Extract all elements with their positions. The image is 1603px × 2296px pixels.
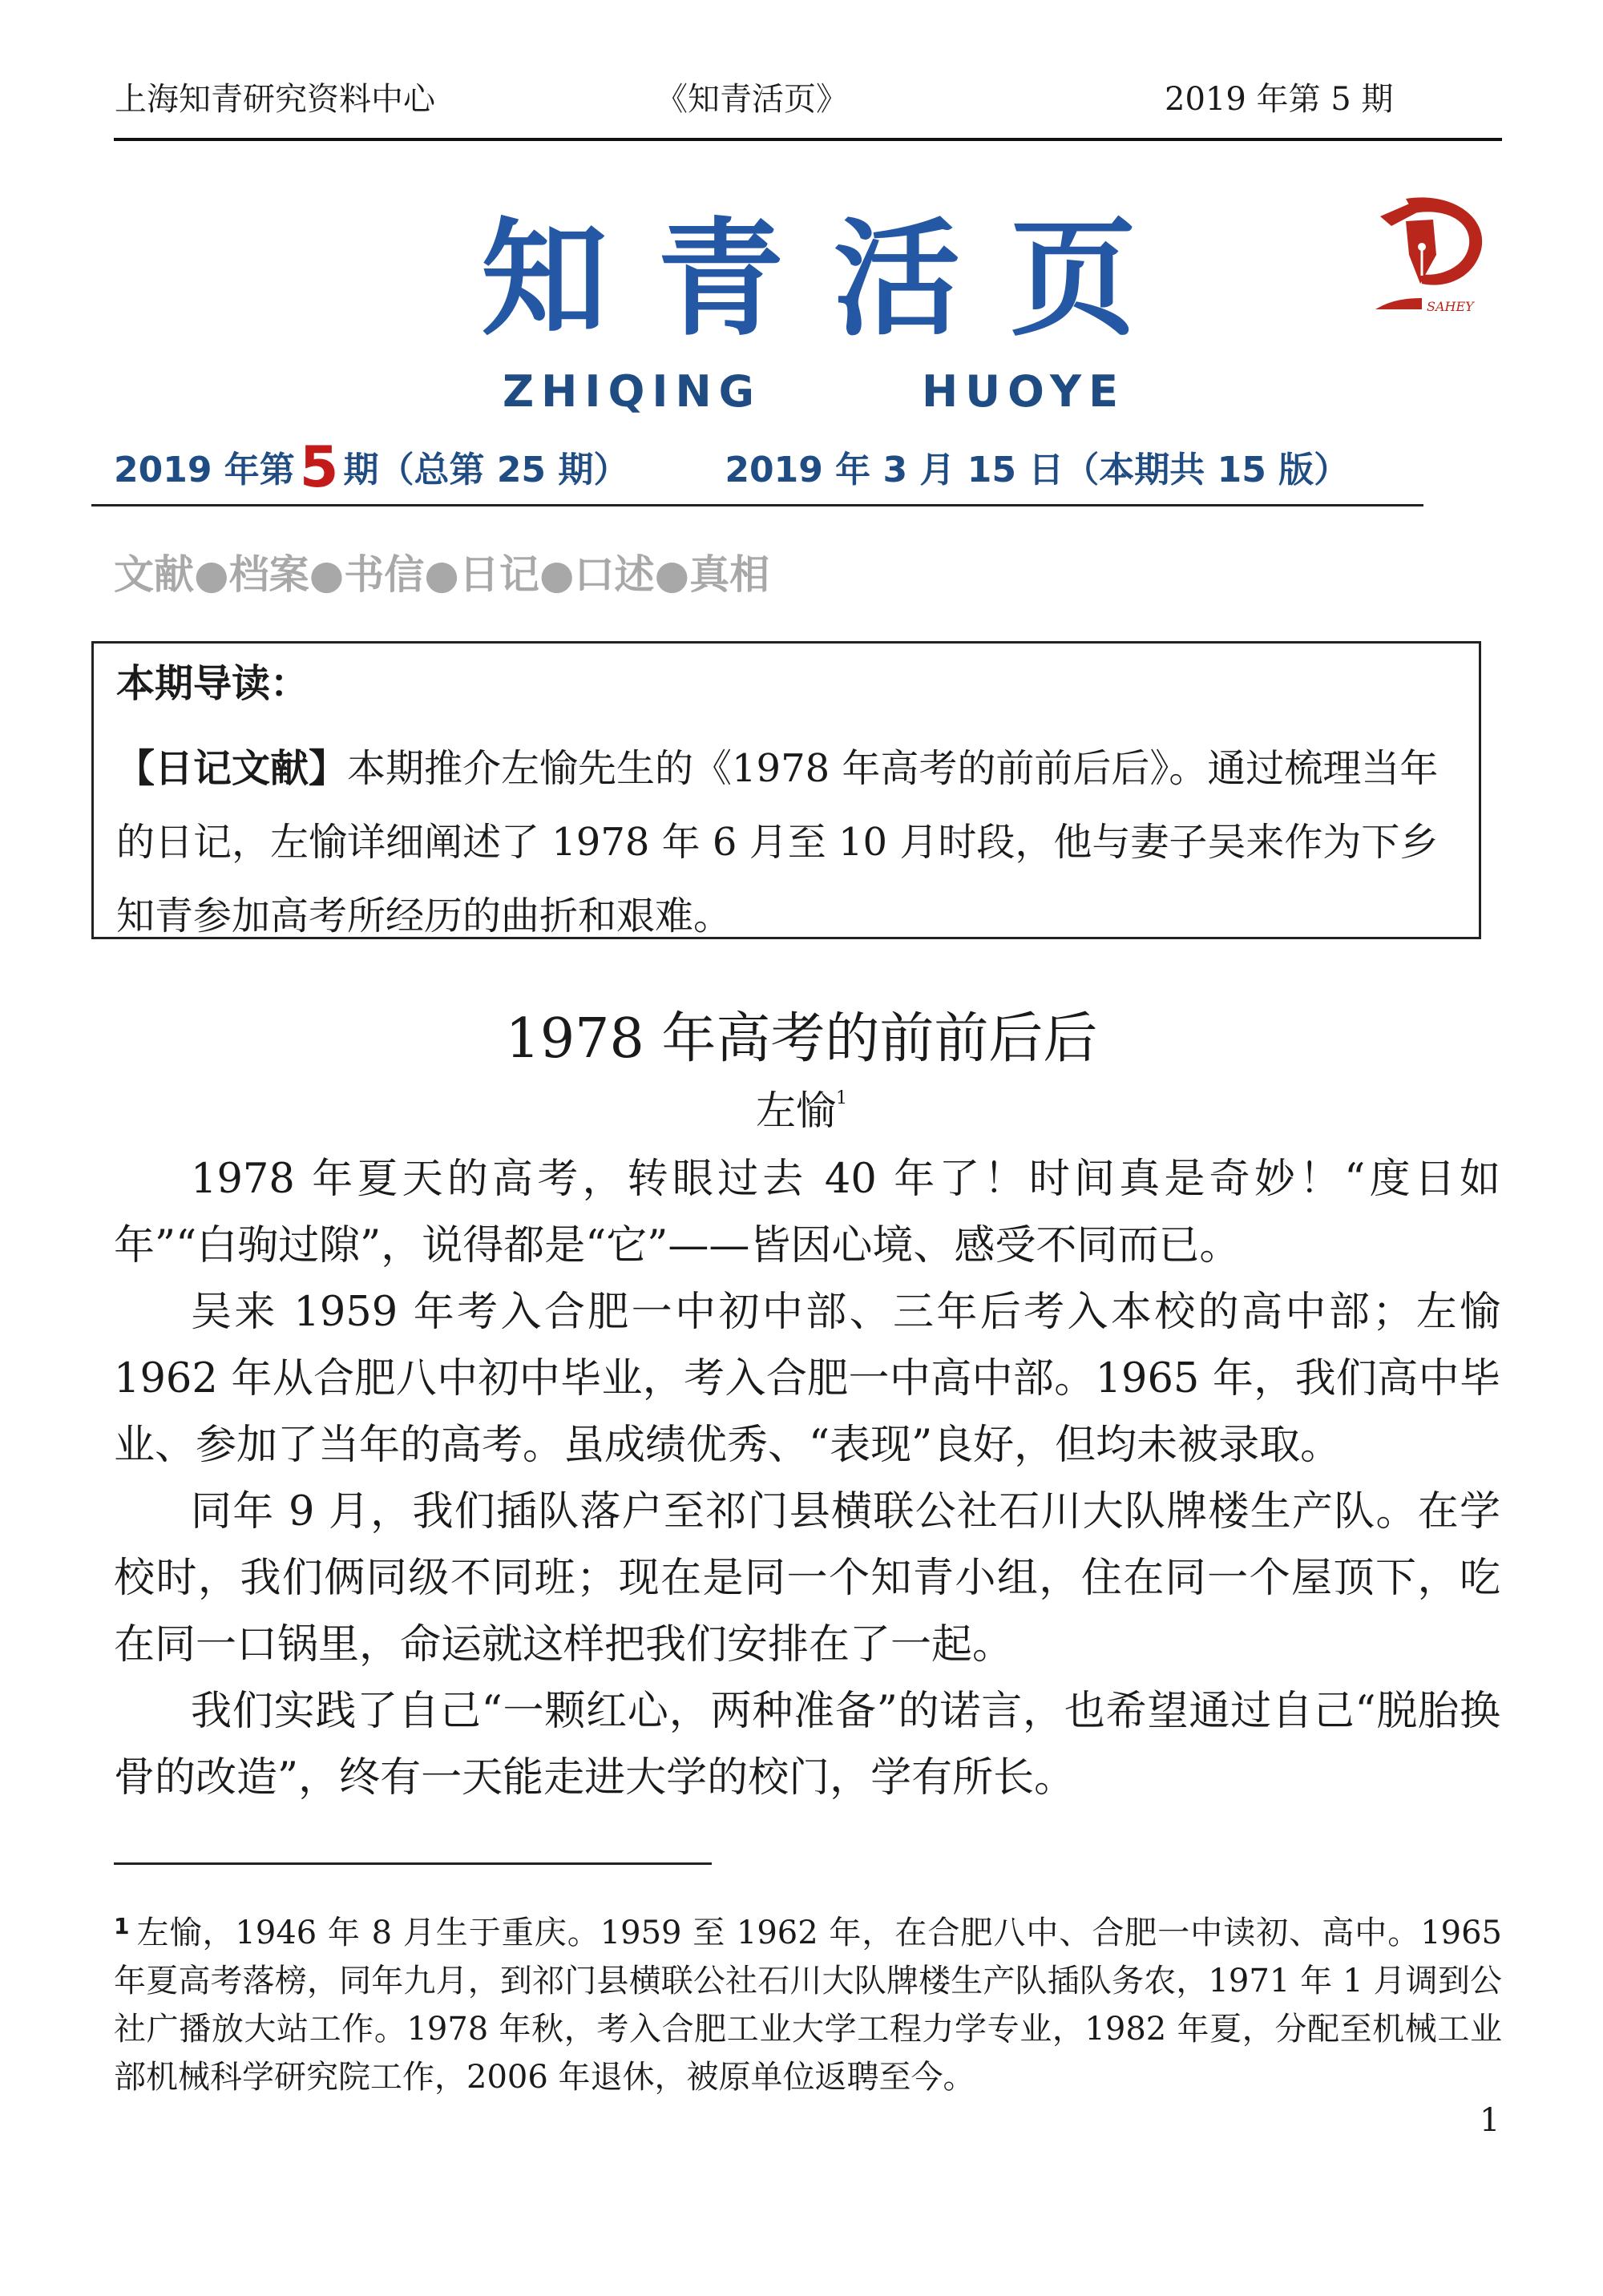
issue-line — [114, 434, 1350, 500]
body-paragraph: 吴来 1959 年考入合肥一中初中部、三年后考入本校的高中部；左愉 1962 年从合肥八中初中毕业，考入合肥一中高中部。1965 年，我们高中毕业、参加了当年的高考。虽成绩优秀、“表现”良好，但均未被录取。 — [114, 1289, 1500, 1469]
guide-tag: 【日记文献】 — [116, 746, 348, 791]
author-name: 左愉 — [756, 1087, 836, 1134]
footnote-rule — [114, 1862, 712, 1865]
issue-guide-box — [91, 641, 1481, 939]
guide-body: 本期推介左愉先生的《1978 年高考的前前后后》。通过梳理当年的日记，左愉详细阐述了 1978 年 6 月至 10 月时段，他与妻子吴来作为下乡知青参加高考所经历的曲折和艰难。 — [116, 746, 1439, 938]
running-header-publisher: 上海知青研究资料中心 — [115, 81, 435, 118]
author-line — [0, 1087, 1603, 1135]
article-title: 1978 年高考的前前后后 — [505, 1007, 1098, 1071]
header-rule — [114, 138, 1502, 141]
category-tags: 文献●档案●书信●日记●口述●真相 — [114, 551, 770, 598]
issue-date: 2019 年 3 月 15 日（本期共 15 版） — [725, 450, 1350, 490]
logo-text: SAHEY — [1427, 299, 1474, 314]
running-header-issue: 2019 年第 5 期 — [1165, 81, 1394, 118]
issue-year: 2019 年第 — [114, 450, 295, 490]
issue-total: 期（总第 25 期） — [343, 450, 629, 490]
masthead-pinyin-huoye: HUOYE — [922, 366, 1126, 417]
body-paragraph: 1978 年夏天的高考，转眼过去 40 年了！时间真是奇妙！“度日如年”“白驹过隙”，说得都是“它”——皆因心境、感受不同而已。 — [114, 1156, 1500, 1269]
masthead-pinyin-zhiqing: ZHIQING — [503, 366, 761, 417]
guide-title: 本期导读： — [116, 661, 309, 706]
page-number: 1 — [1480, 2102, 1500, 2139]
issue-rule — [91, 504, 1423, 506]
running-header-journal: 《知青活页》 — [656, 81, 848, 118]
body-paragraph: 同年 9 月，我们插队落户至祁门县横联公社石川大队牌楼生产队。在学校时，我们俩同级不同班；现在是同一个知青小组，住在同一个屋顶下，吃在同一口锅里，命运就这样把我们安排在了一起。 — [114, 1488, 1500, 1669]
footnote-mark: 1 — [114, 1913, 130, 1939]
masthead-title: 知青活页 — [481, 206, 1186, 353]
body-paragraph: 我们实践了自己“一颗红心，两种准备”的诺言，也希望通过自己“脱胎换骨的改造”，终有一天能走进大学的校门，学有所长。 — [114, 1688, 1500, 1802]
footnote — [114, 1903, 1502, 2101]
issue-number: 5 — [299, 434, 339, 500]
article-body — [114, 1146, 1500, 1811]
footnote-ref[interactable]: 1 — [836, 1088, 847, 1108]
guide-text — [116, 732, 1463, 953]
pen-nib-logo-icon — [1359, 189, 1496, 317]
footnote-text: 左愉，1946 年 8 月生于重庆。1959 至 1962 年，在合肥八中、合肥一中读初、高中。1965 年夏高考落榜，同年九月，到祁门县横联公社石川大队牌楼生产队插队务农，1971 年 1 月调到公社广播放大站工作。1978 年秋，考入合肥工业大学工程力学专业，1982 年夏，分配至机械工业部机械科学研究院工作，2006 年退休，被原单位返聘至今。 — [114, 1915, 1502, 2096]
